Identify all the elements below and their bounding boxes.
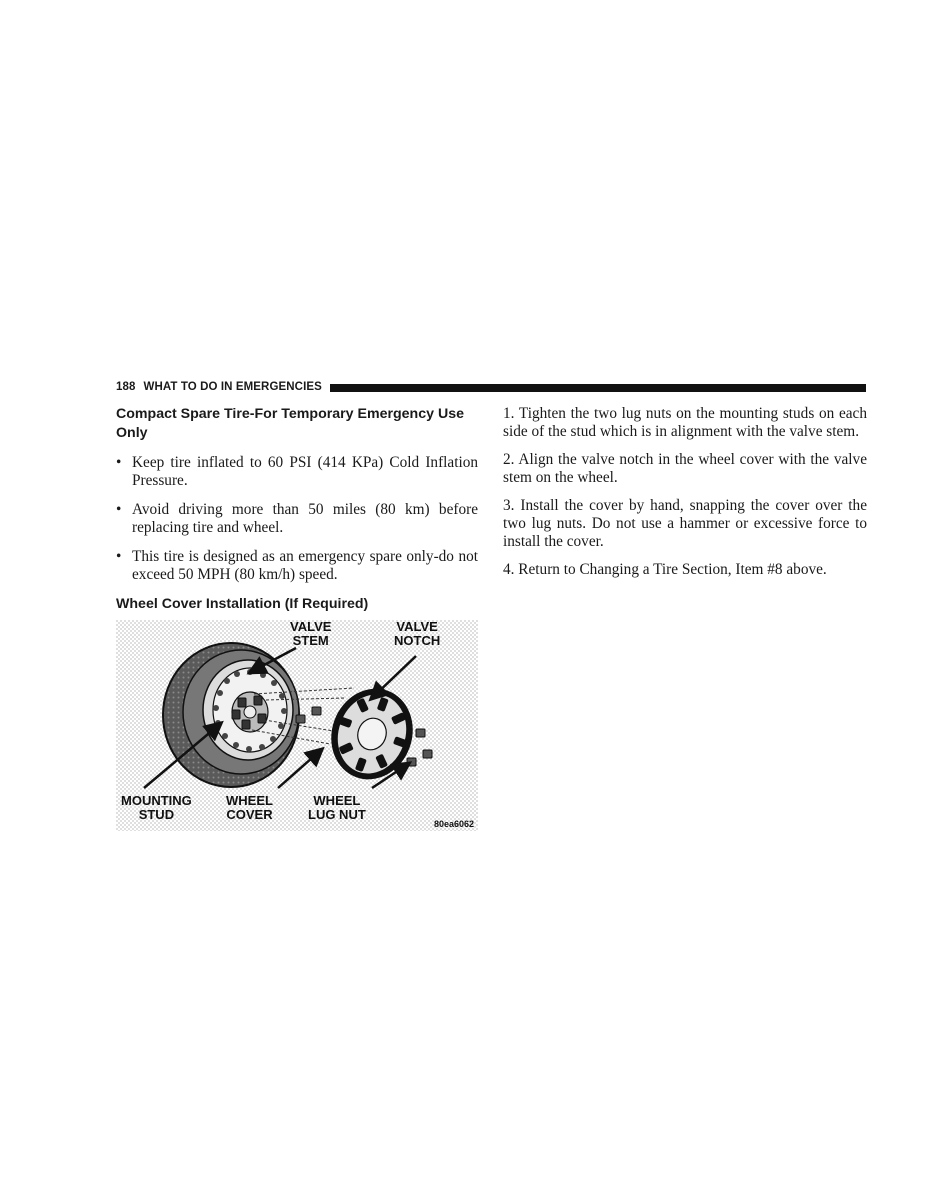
section-title: WHAT TO DO IN EMERGENCIES	[143, 381, 322, 393]
spare-tire-bullets	[116, 454, 478, 584]
wheel-cover-illustration	[116, 620, 478, 831]
bullet-icon: •	[116, 501, 122, 518]
left-column	[116, 405, 478, 831]
bullet-item: • Avoid driving more than 50 miles (80 km) before replacing tire and wheel.	[116, 501, 478, 536]
label-wheel-cover: WHEEL COVER	[226, 793, 273, 822]
bullet-icon: •	[116, 454, 122, 471]
label-valve-notch: VALVE NOTCH	[394, 620, 441, 648]
label-wheel-lug-nut: WHEEL LUG NUT	[308, 793, 366, 822]
bullet-item: • This tire is designed as an emergency spare only-do not exceed 50 MPH (80 km/h) speed.	[116, 548, 478, 583]
label-valve-stem: VALVE STEM	[290, 620, 332, 648]
spare-tire-heading: Compact Spare Tire-For Temporary Emergency Use Only	[116, 406, 464, 441]
step-item: 4. Return to Changing a Tire Section, Item #8 above.	[503, 561, 827, 578]
bullet-icon: •	[116, 548, 122, 565]
step-item: 2. Align the valve notch in the wheel cover with the valve stem on the wheel.	[503, 451, 867, 486]
step-item: 1. Tighten the two lug nuts on the mounting studs on each side of the stud which is in alignment with the valve stem.	[503, 405, 867, 440]
page-header	[116, 379, 866, 395]
page-number: 188	[116, 381, 136, 393]
label-mounting-stud: MOUNTING STUD	[121, 793, 192, 822]
bullet-item: • Keep tire inflated to 60 PSI (414 KPa) Cold Inflation Pressure.	[116, 454, 478, 489]
header-rule	[330, 384, 866, 392]
figure-code: 80ea6062	[434, 819, 475, 829]
wheel-cover-heading: Wheel Cover Installation (If Required)	[116, 596, 369, 612]
step-item: 3. Install the cover by hand, snapping the cover over the two lug nuts. Do not use a hammer or excessive force to install the cover.	[503, 497, 867, 550]
right-column	[503, 405, 867, 589]
